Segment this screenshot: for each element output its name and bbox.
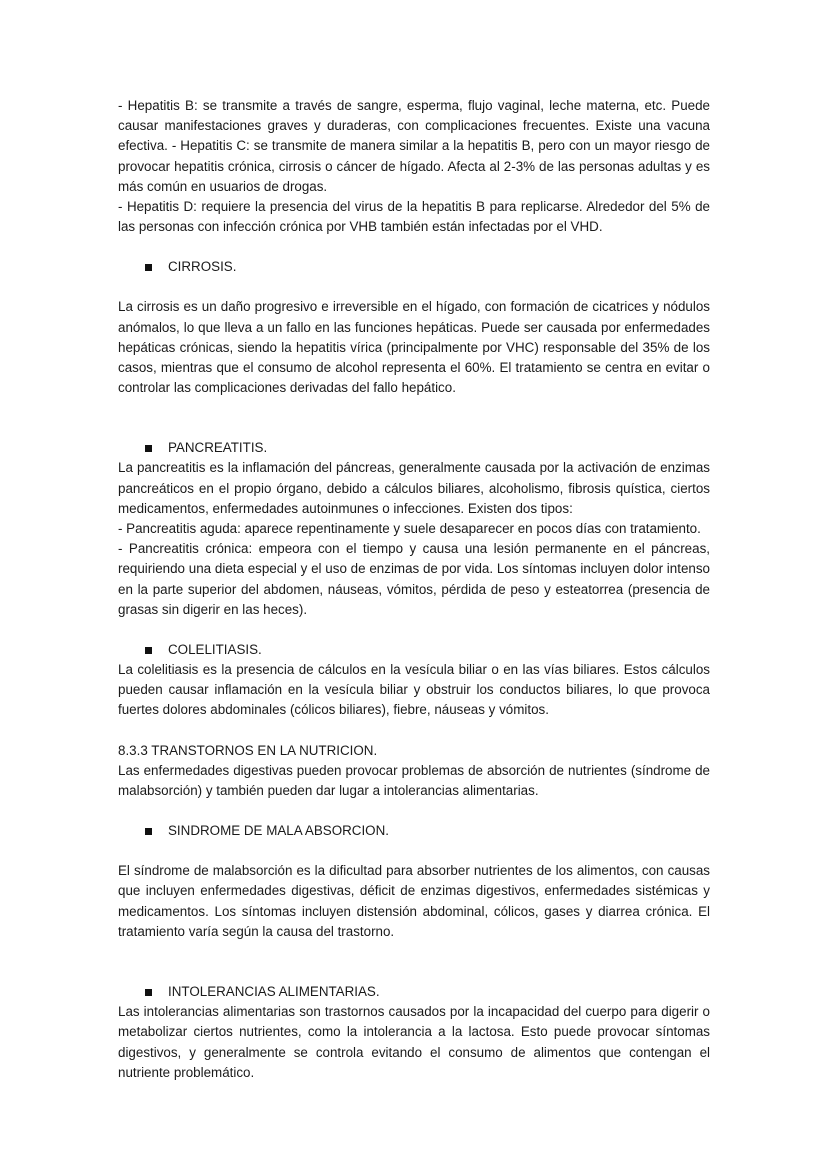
cirrosis-heading-row <box>145 257 710 277</box>
cirrosis-heading: CIRROSIS. <box>168 259 237 275</box>
square-bullet-icon <box>145 445 152 452</box>
cirrosis-paragraph: La cirrosis es un daño progresivo e irreversible en el hígado, con formación de cicatrices y nódulos anómalos, lo que lleva a un fallo en las funciones hepáticas. Puede ser causada por enfermedades hepáticas crónicas, siendo la hepatitis vírica (principalmente por VHC) responsable del 35% de los casos, mientras que el consumo de alcohol representa el 60%. El tratamiento se centra en evitar o controlar las complicaciones derivadas del fallo hepático. <box>118 299 710 396</box>
hepatitis-b-c-paragraph: - Hepatitis B: se transmite a través de sangre, esperma, flujo vaginal, leche materna, etc. Puede causar manifestaciones graves y duraderas, con complicaciones frecuentes. Existe una vacuna efectiva. - Hepatitis C: se transmite de manera similar a la hepatitis B, pero con un mayor riesgo de provocar hepatitis crónica, cirrosis o cáncer de hígado. Afecta al 2-3% de las personas adultas y es más común en usuarios de drogas. <box>118 98 710 194</box>
square-bullet-icon <box>145 989 152 996</box>
square-bullet-icon <box>145 647 152 654</box>
malabsorcion-paragraph: El síndrome de malabsorción es la dificultad para absorber nutrientes de los alimentos, con causas que incluyen enfermedades digestivas, déficit de enzimas digestivos, enfermedades sistémicas y medicamentos. Los síntomas incluyen distensión abdominal, cólicos, gases y diarrea crónica. El tratamiento varía según la causa del trastorno. <box>118 863 710 939</box>
intolerancias-paragraph: Las intolerancias alimentarias son trastornos causados por la incapacidad del cuerpo para digerir o metabolizar ciertos nutrientes, como la intolerancia a la lactosa. Esto puede provocar síntomas digestivos, y generalmente se controla evitando el consumo de alimentos que contengan el nutriente problemático. <box>118 1004 710 1080</box>
pancreatitis-heading: PANCREATITIS. <box>168 440 268 456</box>
malabsorcion-heading-row <box>145 821 710 841</box>
intolerancias-heading-row <box>145 982 710 1002</box>
square-bullet-icon <box>145 264 152 271</box>
colelitiasis-paragraph: La colelitiasis es la presencia de cálculos en la vesícula biliar o en las vías biliares. Estos cálculos pueden causar inflamación en la vesícula biliar y obstruir los conductos biliares, lo que provoca fuertes dolores abdominales (cólicos biliares), fiebre, náuseas y vómitos. <box>118 662 710 718</box>
colelitiasis-heading: COLELITIASIS. <box>168 641 262 657</box>
pancreatitis-heading-row <box>145 438 710 458</box>
pancreatitis-cronica-paragraph: - Pancreatitis crónica: empeora con el tiempo y causa una lesión permanente en el páncreas, requiriendo una dieta especial y el uso de enzimas de por vida. Los síntomas incluyen dolor intenso en la parte superior del abdomen, náuseas, vómitos, pérdida de peso y esteatorrea (presencia de grasas sin digerir en las heces). <box>118 541 710 617</box>
document-page <box>118 96 710 1083</box>
nutricion-paragraph: Las enfermedades digestivas pueden provocar problemas de absorción de nutrientes (síndrome de malabsorción) y también pueden dar lugar a intolerancias alimentarias. <box>118 762 710 799</box>
pancreatitis-aguda-paragraph: - Pancreatitis aguda: aparece repentinamente y suele desaparecer en pocos días con tratamiento. <box>118 521 701 537</box>
colelitiasis-heading-row <box>145 640 710 660</box>
malabsorcion-heading: SINDROME DE MALA ABSORCION. <box>168 823 389 839</box>
square-bullet-icon <box>145 828 152 835</box>
pancreatitis-intro-paragraph: La pancreatitis es la inflamación del páncreas, generalmente causada por la activación de enzimas pancreáticos en el propio órgano, debido a cálculos biliares, alcoholismo, fibrosis quística, ciertos medicamentos, enfermedades autoinmunes o infecciones. Existen dos tipos: <box>118 460 710 516</box>
intolerancias-heading: INTOLERANCIAS ALIMENTARIAS. <box>168 984 380 999</box>
nutricion-section-heading: 8.3.3 TRANSTORNOS EN LA NUTRICION. <box>118 742 378 758</box>
hepatitis-d-paragraph: - Hepatitis D: requiere la presencia del virus de la hepatitis B para replicarse. Alrededor del 5% de las personas con infección crónica por VHB también están infectadas por el VHD. <box>118 199 710 235</box>
